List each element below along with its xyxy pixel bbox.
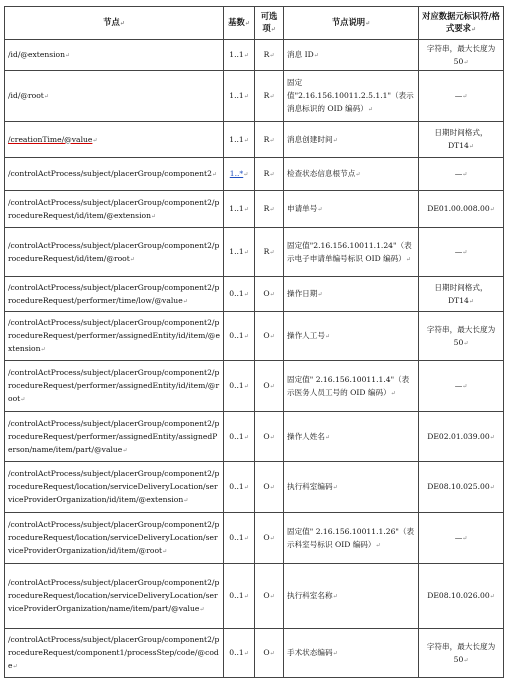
desc-cell: 固定值"2.16.156.10011.1.24"（表示电子申请单编号标识 OID 编码）↵ [284, 228, 419, 277]
card-cell: 0..1↵ [224, 462, 255, 513]
table-row [5, 312, 504, 361]
card-cell: 0..1↵ [224, 361, 255, 412]
node-cell: /controlActProcess/subject/placerGroup/component2/procedureRequest/location/serviceDeliveryLocation/serviceProviderOrganization/id/item/@root↵ [5, 513, 224, 564]
card-cell: 0..1↵ [224, 412, 255, 462]
card-cell: 0..1↵ [224, 629, 255, 678]
node-cell: /id/@extension↵ [5, 40, 224, 71]
card-cell: 1..1↵ [224, 122, 255, 158]
table-row [5, 228, 504, 277]
meta-cell: DE08.10.025.00↵ [419, 462, 504, 513]
header-card: 基数↵ [224, 7, 255, 40]
node-cell: /controlActProcess/subject/placerGroup/component2/procedureRequest/performer/assignedEntity/assignedPerson/name/item/part/@value↵ [5, 412, 224, 462]
desc-cell: 操作人工号↵ [284, 312, 419, 361]
header-node: 节点↵ [5, 7, 224, 40]
desc-cell: 操作人姓名↵ [284, 412, 419, 462]
desc-cell: 操作日期↵ [284, 277, 419, 312]
desc-cell: 手术状态编码↵ [284, 629, 419, 678]
meta-cell: 字符串，最大长度为 50↵ [419, 40, 504, 71]
desc-cell: 消息 ID↵ [284, 40, 419, 71]
node-cell: /controlActProcess/subject/placerGroup/component2/procedureRequest/performer/assignedEntity/id/item/@extension↵ [5, 312, 224, 361]
meta-cell: —↵ [419, 361, 504, 412]
table-row [5, 462, 504, 513]
node-cell: /controlActProcess/subject/placerGroup/component2/procedureRequest/id/item/@root↵ [5, 228, 224, 277]
table-row [5, 191, 504, 228]
table-row [5, 122, 504, 158]
table-row [5, 277, 504, 312]
card-cell: 0..1↵ [224, 312, 255, 361]
opt-cell: R↵ [255, 71, 284, 122]
node-spec-table [4, 6, 504, 678]
meta-cell: —↵ [419, 158, 504, 191]
meta-cell: DE08.10.026.00↵ [419, 564, 504, 629]
node-cell: /creationTime/@value↵ [5, 122, 224, 158]
node-cell: /controlActProcess/subject/placerGroup/component2↵ [5, 158, 224, 191]
meta-cell: —↵ [419, 513, 504, 564]
desc-cell: 申请单号↵ [284, 191, 419, 228]
card-cell: 0..1↵ [224, 277, 255, 312]
opt-cell: O↵ [255, 277, 284, 312]
desc-cell: 执行科室名称↵ [284, 564, 419, 629]
card-cell: 1..1↵ [224, 40, 255, 71]
table-row [5, 71, 504, 122]
card-cell: 0..1↵ [224, 564, 255, 629]
table-row [5, 564, 504, 629]
table-row [5, 40, 504, 71]
opt-cell: O↵ [255, 312, 284, 361]
node-cell: /controlActProcess/subject/placerGroup/component2/procedureRequest/location/serviceDeliveryLocation/serviceProviderOrganization/name/item/part/@value↵ [5, 564, 224, 629]
desc-cell: 执行科室编码↵ [284, 462, 419, 513]
desc-cell: 检查状态信息根节点↵ [284, 158, 419, 191]
table-row [5, 412, 504, 462]
desc-cell: 固定值" 2.16.156.10011.1.4"（表示医务人员工号的 OID 编码）↵ [284, 361, 419, 412]
meta-cell: —↵ [419, 71, 504, 122]
card-cell: 0..1↵ [224, 513, 255, 564]
meta-cell: DE01.00.008.00↵ [419, 191, 504, 228]
meta-cell: 字符串，最大长度为 50↵ [419, 629, 504, 678]
opt-cell: O↵ [255, 564, 284, 629]
opt-cell: R↵ [255, 228, 284, 277]
node-cell: /controlActProcess/subject/placerGroup/component2/procedureRequest/performer/time/low/@value↵ [5, 277, 224, 312]
table-row [5, 513, 504, 564]
opt-cell: R↵ [255, 158, 284, 191]
header-optional: 可选项↵ [255, 7, 284, 40]
table-header-row [5, 7, 504, 40]
opt-cell: O↵ [255, 629, 284, 678]
opt-cell: R↵ [255, 122, 284, 158]
card-cell: 1..1↵ [224, 228, 255, 277]
meta-cell: 日期时间格式，DT14↵ [419, 277, 504, 312]
table-row [5, 629, 504, 678]
opt-cell: O↵ [255, 462, 284, 513]
table-row [5, 158, 504, 191]
node-cell: /id/@root↵ [5, 71, 224, 122]
opt-cell: R↵ [255, 191, 284, 228]
node-cell: /controlActProcess/subject/placerGroup/component2/procedureRequest/performer/assignedEntity/id/item/@root↵ [5, 361, 224, 412]
node-cell: /controlActProcess/subject/placerGroup/component2/procedureRequest/id/item/@extension↵ [5, 191, 224, 228]
opt-cell: O↵ [255, 513, 284, 564]
opt-cell: O↵ [255, 412, 284, 462]
desc-cell: 固定值" 2.16.156.10011.1.26"（表示科室号标识 OID 编码）↵ [284, 513, 419, 564]
card-cell: 1..1↵ [224, 71, 255, 122]
card-cell: 1..1↵ [224, 191, 255, 228]
desc-cell: 消息创建时间↵ [284, 122, 419, 158]
opt-cell: O↵ [255, 361, 284, 412]
meta-cell: DE02.01.039.00↵ [419, 412, 504, 462]
card-cell: 1..*↵ [224, 158, 255, 191]
desc-cell: 固定值"2.16.156.10011.2.5.1.1"（表示消息标识的 OID 编码）↵ [284, 71, 419, 122]
node-cell: /controlActProcess/subject/placerGroup/component2/procedureRequest/component1/processStep/code/@code↵ [5, 629, 224, 678]
opt-cell: R↵ [255, 40, 284, 71]
header-desc: 节点说明↵ [284, 7, 419, 40]
meta-cell: 日期时间格式，DT14↵ [419, 122, 504, 158]
header-meta: 对应数据元标识符/格式要求↵ [419, 7, 504, 40]
meta-cell: —↵ [419, 228, 504, 277]
meta-cell: 字符串，最大长度为 50↵ [419, 312, 504, 361]
node-cell: /controlActProcess/subject/placerGroup/component2/procedureRequest/location/serviceDeliveryLocation/serviceProviderOrganization/id/item/@extension↵ [5, 462, 224, 513]
table-row [5, 361, 504, 412]
